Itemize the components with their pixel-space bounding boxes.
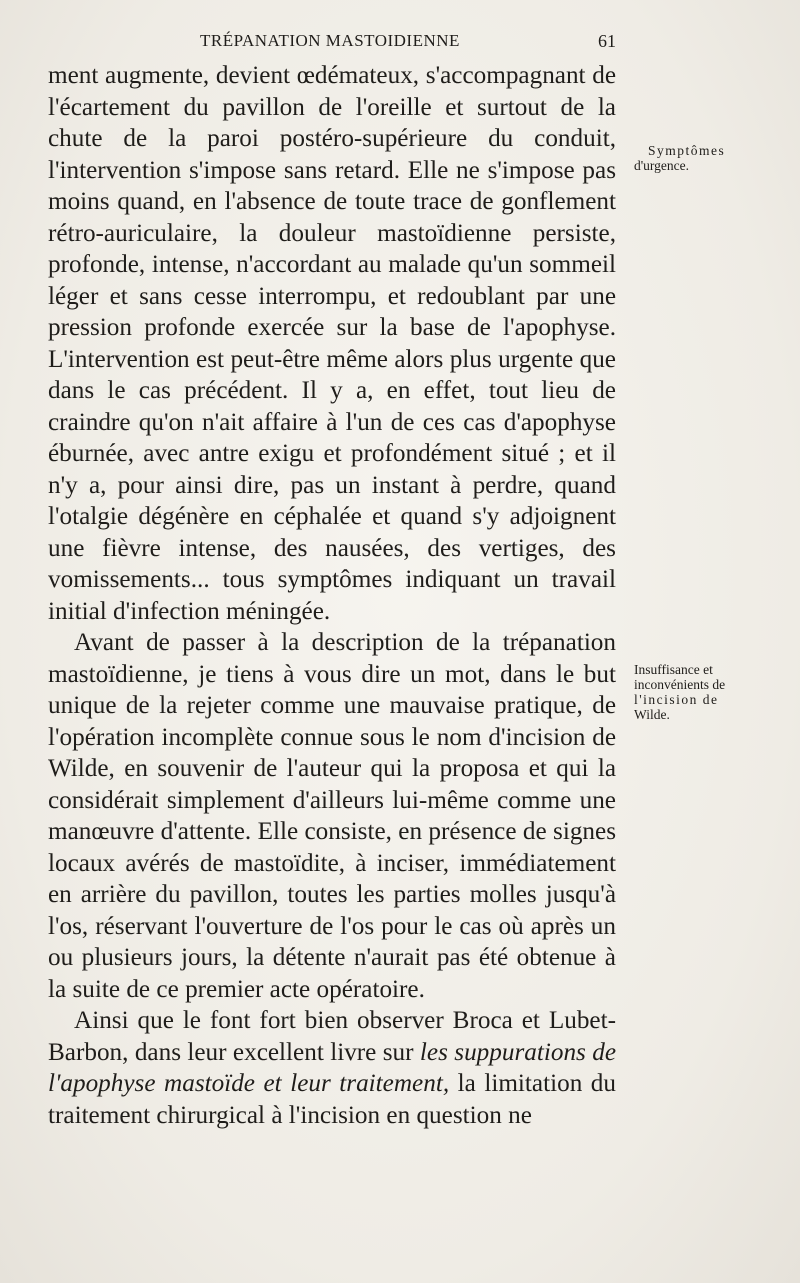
margin-note-line: Symptômes xyxy=(648,143,726,158)
margin-note-insufficiency xyxy=(634,662,725,722)
running-head xyxy=(0,31,800,55)
page-number: 61 xyxy=(598,31,616,51)
paragraph-1: ment augmente, devient œdémateux, s'accompagnant de l'écartement du pavillon de l'oreille et surtout de la chute de la paroi postéro-supérieure du conduit, l'intervention s'impose sans retard. Elle ne s'impose pas moins quand, en l'absence de toute trace de gonflement rétro-auriculaire, la douleur mastoïdienne persiste, profonde, intense, n'accordant au malade qu'un sommeil léger et sans cesse interrompu, et redoublant par une pression profonde exercée sur la base de l'apophyse. L'intervention est peut-être même alors plus urgente que dans le cas précédent. Il y a, en effet, tout lieu de craindre qu'on n'ait affaire à l'un de ces cas d'apophyse éburnée, avec antre exigu et profondément situé ; et il n'y a, pour ainsi dire, pas un instant à perdre, quand l'otalgie dégénère en céphalée et quand s'y adjoignent une fièvre intense, des nausées, des vertiges, des vomissements... tous symptômes indiquant un travail initial d'infection méningée. xyxy=(48,62,616,625)
body-text xyxy=(48,60,616,1131)
paragraph-3 xyxy=(48,1005,616,1131)
margin-note-line: l'incision de xyxy=(634,692,719,707)
paragraph-2: Avant de passer à la description de la trépanation mastoïdienne, je tiens à vous dire un mot, dans le but unique de la rejeter comme une mauvaise pratique, de l'opération incomplète connue sous le nom d'incision de Wilde, en souvenir de l'auteur qui la proposa et qui la considérait simplement d'ailleurs lui-même comme une manœuvre d'attente. Elle consiste, en présence de signes locaux avérés de mastoïdite, à inciser, immédiatement en arrière du pavillon, toutes les parties molles jusqu'à l'os, réservant l'ouverture de l'os pour le cas où après un ou plusieurs jours, la détente n'aurait pas été obtenue à la suite de ce premier acte opératoire. xyxy=(48,629,616,1003)
book-title-italic: les suppurations de l'apophyse mastoïde et leur traitement, xyxy=(48,1038,616,1097)
margin-note-line: d'urgence. xyxy=(634,158,690,173)
margin-note-line: inconvénients de xyxy=(634,677,726,692)
margin-note-symptoms xyxy=(634,143,725,173)
paragraph-3-end: la limitation du traitement chirurgical à l'incision en question ne xyxy=(48,1070,616,1129)
paragraph-3-start: Ainsi que le font fort bien observer Broca et Lubet-Barbon, dans leur excellent livre sur xyxy=(48,1007,616,1066)
margin-note-line: Wilde. xyxy=(634,707,670,722)
margin-note-line: Insuffisance et xyxy=(634,662,713,677)
running-title: TRÉPANATION MASTOIDIENNE xyxy=(200,31,460,50)
